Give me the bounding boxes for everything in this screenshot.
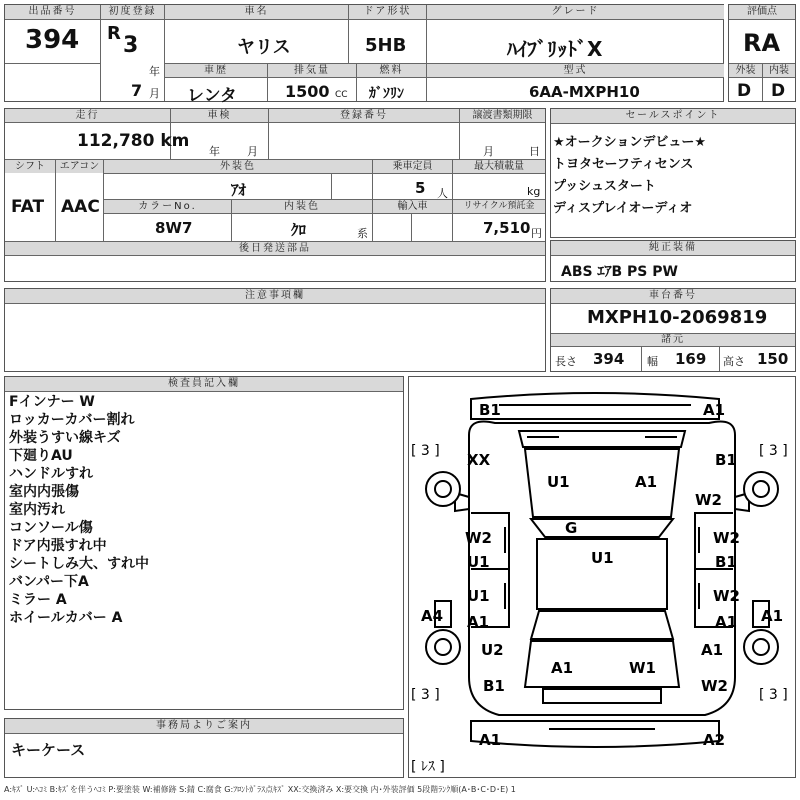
remark-line: ドア内張すれ中: [9, 538, 107, 554]
tire-tread-front-right: [ 3 ]: [759, 443, 788, 459]
mark-w1-trunk: W1: [629, 659, 656, 677]
remark-line: 下廻りAU: [9, 448, 73, 464]
sales-points-label: セールスポイント: [551, 109, 795, 123]
capacity-unit: 人: [437, 187, 448, 200]
mark-b1-right: B1: [715, 451, 737, 469]
height-value: 150: [757, 350, 789, 368]
ext-color: ｱｵ: [231, 181, 247, 199]
fuel: ｶﾞｿﾘﾝ: [369, 86, 404, 102]
int-color-unit: 系: [357, 227, 368, 240]
mark-a1-right-door2: A1: [715, 613, 738, 631]
sales-point-item: ★オークションデビュー★: [553, 135, 707, 150]
inspector-remarks: [9, 393, 149, 627]
mark-b1-front-left: B1: [479, 401, 501, 419]
mark-w2-right-lower: W2: [701, 677, 728, 695]
legend: A:ｷｽﾞ U:ﾍｺﾐ B:ｷｽﾞを伴うﾍｺﾐ P:要塗装 W:補修跡 S:錆 C:腐食 G:ﾌﾛﾝﾄｶﾞﾗｽ点ｷｽﾞ XX:交換済み X:要交換 内･外装評価 5段階ﾗﾝｸ順(A･B･C･D･E) 1: [4, 785, 516, 794]
inspection-label: 車検: [171, 109, 268, 122]
mark-b1-right-door1: B1: [715, 553, 737, 571]
grade: ﾊｲﾌﾞﾘｯﾄﾞX: [507, 37, 603, 61]
reg-no-label: 登録番号: [269, 109, 459, 122]
model-label: 型式: [427, 64, 724, 77]
mark-a1-hood: A1: [635, 473, 658, 491]
length-value: 394: [593, 350, 625, 368]
score-table: [728, 4, 796, 102]
max-load-unit: kg: [527, 185, 541, 198]
sales-point-item: プッシュスタート: [553, 179, 656, 194]
displacement: 1500: [285, 82, 330, 101]
history: レンタ: [187, 86, 237, 106]
mark-xx-front: XX: [467, 451, 491, 469]
mark-u2-left: U2: [481, 641, 504, 659]
inspector-label: 検査員記入欄: [5, 377, 403, 391]
displacement-unit: CC: [335, 90, 348, 100]
recycle-unit: 円: [531, 227, 542, 240]
car-diagram: [409, 377, 795, 777]
first-reg-month: 7: [131, 81, 143, 100]
exterior-grade: D: [737, 81, 752, 101]
insp-month-unit: 月: [247, 145, 258, 158]
chassis-box: [550, 288, 796, 372]
mark-a2-rear-right: A2: [703, 731, 726, 749]
mileage-label: 走行: [5, 109, 170, 122]
transfer-month-unit: 月: [483, 145, 494, 158]
office-box: [4, 718, 404, 778]
spec-label: 諸元: [551, 334, 795, 346]
shift: FAT: [11, 197, 45, 217]
mark-a1-left-door2: A1: [467, 613, 490, 631]
transfer-label: 譲渡書類期限: [460, 109, 545, 122]
max-load-label: 最大積載量: [453, 160, 545, 173]
first-reg-era: R: [107, 23, 121, 44]
door-label: ドア形状: [349, 5, 426, 19]
color-no-label: カラーNo.: [104, 200, 231, 213]
history-label: 車歴: [165, 64, 267, 77]
insp-year-unit: 年: [209, 145, 220, 158]
recycle-fee: 7,510: [483, 219, 531, 237]
length-label: 長さ: [555, 355, 577, 368]
door-type: 5HB: [365, 35, 407, 56]
inspector-box: [4, 376, 404, 710]
mark-w2-right-upper: W2: [695, 491, 722, 509]
tire-tread-rear-right: [ 3 ]: [759, 687, 788, 703]
score-label: 評価点: [729, 5, 795, 19]
mark-a1-front-right: A1: [703, 401, 726, 419]
remark-line: ミラー A: [9, 592, 67, 608]
equipment-text: ABS ｴｱB PS PW: [561, 264, 678, 280]
mark-w2-right-door2: W2: [713, 587, 740, 605]
mark-b1-left-lower: B1: [483, 677, 505, 695]
import-label: 輸入車: [373, 200, 452, 213]
remark-line: 外装うすい線キズ: [9, 430, 121, 446]
remark-line: シートしみ大、すれ中: [9, 556, 149, 572]
interior-grade: D: [771, 81, 786, 101]
equipment-label: 純正装備: [551, 241, 795, 255]
mark-a1-trunk: A1: [551, 659, 574, 677]
mark-a4-left: A4: [421, 607, 444, 625]
sales-point-item: トヨタセーフティセンス: [553, 157, 694, 172]
remark-line: Fインナー W: [9, 394, 95, 410]
remark-line: バンパー下A: [9, 574, 89, 590]
mileage: 112,780 km: [77, 131, 190, 151]
air-conditioner: AAC: [61, 197, 100, 217]
mark-u1-left-door1: U1: [467, 553, 490, 571]
caution-box: [4, 288, 546, 372]
ac-label: エアコン: [56, 160, 103, 173]
capacity-label: 乗車定員: [373, 160, 452, 173]
mark-u1-roof: U1: [591, 549, 614, 567]
car-name-label: 車名: [165, 5, 348, 19]
mark-w2-left-door1: W2: [465, 529, 492, 547]
later-parts-label: 後日発送部品: [5, 242, 545, 255]
chassis-number: MXPH10-2069819: [587, 307, 768, 328]
car-diagram-box: [408, 376, 796, 778]
mark-a1-right: A1: [761, 607, 784, 625]
chassis-label: 車台番号: [551, 289, 795, 303]
equipment-box: [550, 240, 796, 282]
remark-line: ハンドルすれ: [9, 466, 93, 482]
first-reg-month-unit: 月: [149, 87, 160, 100]
tire-tread-rear-left: [ 3 ]: [411, 687, 440, 703]
header-table: [4, 4, 724, 106]
lot-label: 出品番号: [5, 5, 100, 19]
lot-number: 394: [25, 25, 80, 55]
height-label: 高さ: [723, 355, 745, 368]
width-value: 169: [675, 350, 707, 368]
car-name: ヤリス: [237, 37, 291, 58]
mark-u1-left-door2: U1: [467, 587, 490, 605]
recycle-label: リサイクル預託金: [453, 200, 545, 213]
remark-line: コンソール傷: [9, 520, 93, 536]
remark-line: 室内汚れ: [9, 502, 65, 518]
tire-tread-front-left: [ 3 ]: [411, 443, 440, 459]
score: RA: [743, 29, 781, 57]
mark-a1-rear-left: A1: [479, 731, 502, 749]
remark-line: 室内内張傷: [9, 484, 79, 500]
int-color: ｸﾛ: [291, 221, 307, 239]
model: 6AA-MXPH10: [529, 83, 640, 101]
exterior-label: 外装: [729, 64, 762, 77]
office-text: キーケース: [11, 741, 86, 759]
fuel-label: 燃料: [357, 64, 426, 77]
int-color-label: 内装色: [232, 200, 372, 213]
remark-line: ロッカーカバー割れ: [9, 412, 135, 428]
first-reg-year-unit: 年: [149, 65, 160, 78]
mark-a1-right-lower: A1: [701, 641, 724, 659]
mark-g-windshield: G: [565, 519, 578, 537]
first-reg-label: 初度登録: [101, 5, 164, 19]
grade-label: グレード: [427, 5, 724, 19]
capacity: 5: [415, 179, 426, 197]
mark-u1-hood: U1: [547, 473, 570, 491]
interior-label: 内装: [763, 64, 795, 77]
sales-points-box: [550, 108, 796, 238]
spare-tire: [ ﾚｽ ]: [411, 759, 445, 775]
shift-label: シフト: [5, 160, 55, 173]
first-reg-year: 3: [123, 33, 139, 58]
sales-point-item: ディスプレイオーディオ: [553, 201, 693, 216]
mark-w2-right-door1: W2: [713, 529, 740, 547]
office-label: 事務局よりご案内: [5, 719, 403, 733]
width-label: 幅: [647, 355, 658, 368]
ext-color-label: 外装色: [104, 160, 372, 173]
caution-label: 注意事項欄: [5, 289, 545, 303]
remark-line: ホイールカバー A: [9, 610, 123, 626]
details-table: [4, 108, 546, 282]
transfer-day-unit: 日: [529, 145, 540, 158]
displacement-label: 排気量: [268, 64, 356, 77]
color-no: 8W7: [155, 219, 193, 237]
